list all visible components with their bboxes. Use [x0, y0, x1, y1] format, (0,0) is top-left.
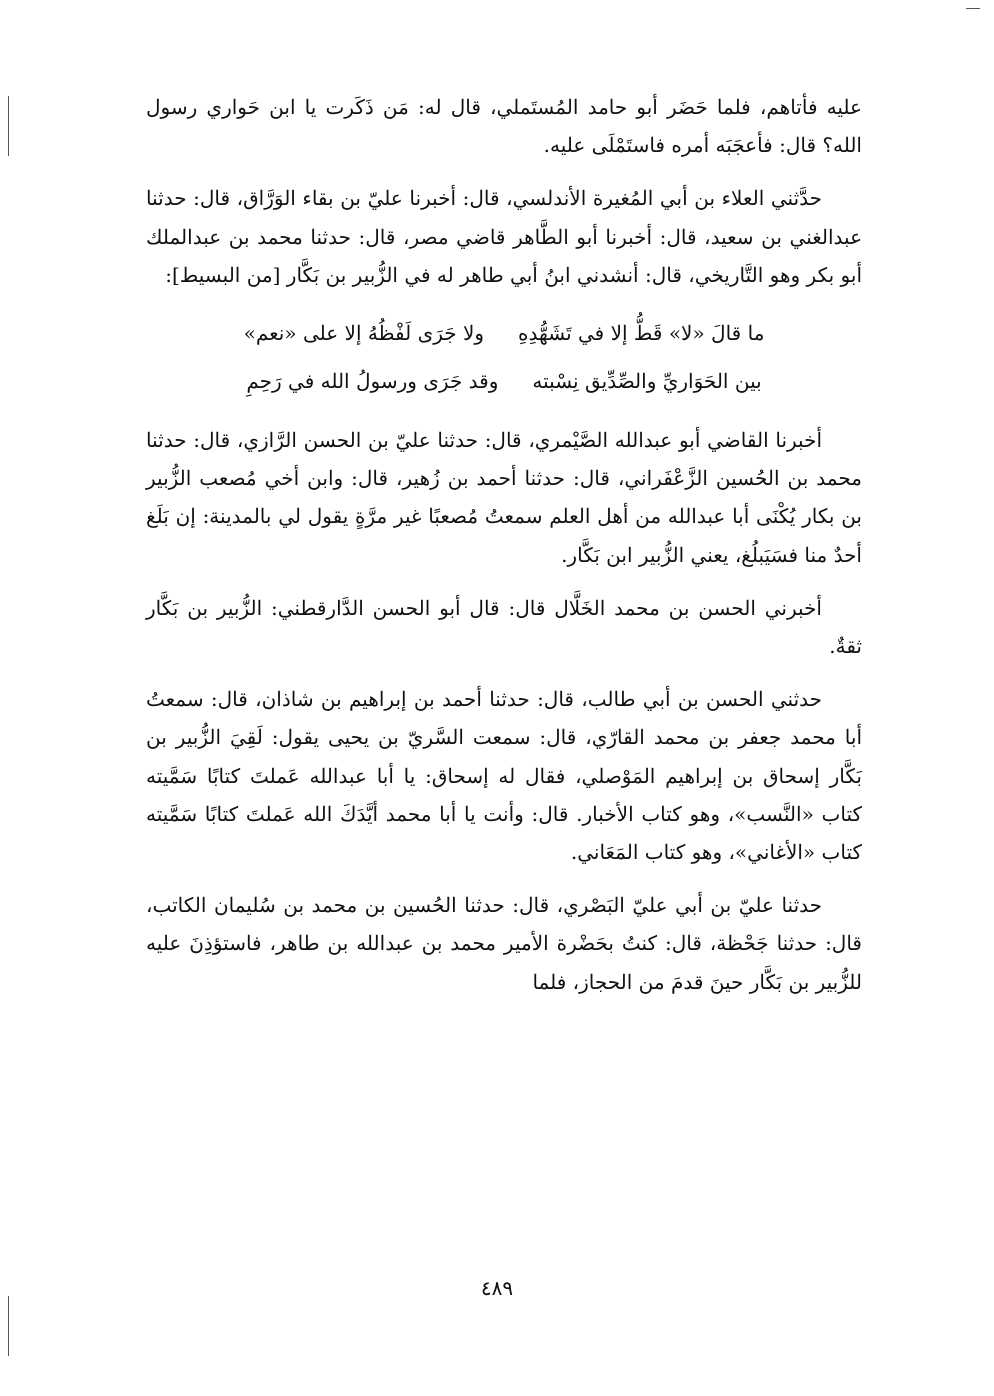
paragraph: أخبرنا القاضي أبو عبدالله الصَّيْمري، قال: حدثنا عليّ بن الحسن الرَّازي، قال: حدثنا محمد بن الحُسين الزَّعْفَراني، قال: حدثنا أحمد بن زُهير، قال: وابن أخي مُصعب الزُّبير بن بكار يُكْنَى أبا عبدالله من أهل العلم سمعتُ مُصعبًا غير مرَّةٍ يقول لي بالمدينة: إن بَلَغ أحدٌ منا فسَيَبلُغ، يعني الزُّبير ابن بَكَّار. — [146, 428, 862, 567]
scan-edge-mark — [8, 96, 9, 156]
paragraph: أخبرني الحسن بن محمد الخَلَّال قال: قال أبو الحسن الدَّارقطني: الزُّبير بن بَكَّار ثقةٌ. — [146, 595, 862, 659]
paragraph: عليه فأتاهم، فلما حَضَر أبو حامد المُستَملي، قال له: مَن ذَكَرت يا ابن حَواري رسول الله؟ قال: فأعجَبَه أمره فاستَمْلَى عليه. — [146, 95, 862, 158]
poem-first-hemistich: ما قالَ «لا» قَطُّ إلا في تَشَهُّدِهِ — [518, 321, 765, 346]
scan-edge-mark — [966, 8, 980, 9]
poem-second-hemistich: ولا جَرَى لَفْظُهُ إلا على «نعم» — [243, 321, 485, 346]
scan-edge-mark — [8, 1296, 9, 1356]
poem-verse — [146, 309, 862, 357]
paragraph: حدثني الحسن بن أبي طالب، قال: حدثنا أحمد بن إبراهيم بن شاذان، قال: سمعتُ أبا محمد جعفر بن محمد القارّي، قال: سمعت السَّريّ بن يحيى يقول: لَقِيَ الزُّبير بن بَكَّار إسحاق بن إبراهيم المَوْصلي، فقال له إسحاق: يا أبا عبدالله عَملتَ كتابًا سَمَّيته كتاب «النَّسب»، وهو كتاب الأخبار. قال: وأنت يا أبا محمد أيَّدَكَ الله عَملتَ كتابًا سَمَّيته كتاب «الأغاني»، وهو كتاب المَعَاني. — [146, 687, 862, 865]
paragraph: حدَّثني العلاء بن أبي المُغيرة الأندلسي، قال: أخبرنا عليّ بن بقاء الوَرَّاق، قال: حدثنا عبدالغني بن سعيد، قال: أخبرنا أبو الطَّاهر قاضي مصر، قال: حدثنا محمد بن عبدالملك أبو بكر وهو التَّاريخي، قال: أنشدني ابنُ أبي طاهر له في الزُّبير بن بَكَّار [من البسيط]: — [146, 186, 862, 287]
body-text — [146, 88, 862, 1016]
poem-verse — [146, 357, 862, 405]
poem-first-hemistich: بين الحَوَاريِّ والصِّدِّيق نِسْبته — [532, 369, 762, 394]
poem — [146, 309, 862, 405]
paragraph: حدثنا عليّ بن أبي عليّ البَصْري، قال: حدثنا الحُسين بن محمد بن سُليمان الكاتب، قال: حدثنا جَحْظة، قال: كنتُ بحَضْرة الأمير محمد بن عبدالله بن طاهر، فاستؤذِنَ عليه للزُّبير بن بَكَّار حينَ قدمَ من الحجاز، فلما — [146, 893, 862, 994]
page-number: ٤٨٩ — [480, 1276, 514, 1300]
poem-second-hemistich: وقد جَرَى ورسولُ الله في رَحِمِ — [246, 369, 499, 394]
